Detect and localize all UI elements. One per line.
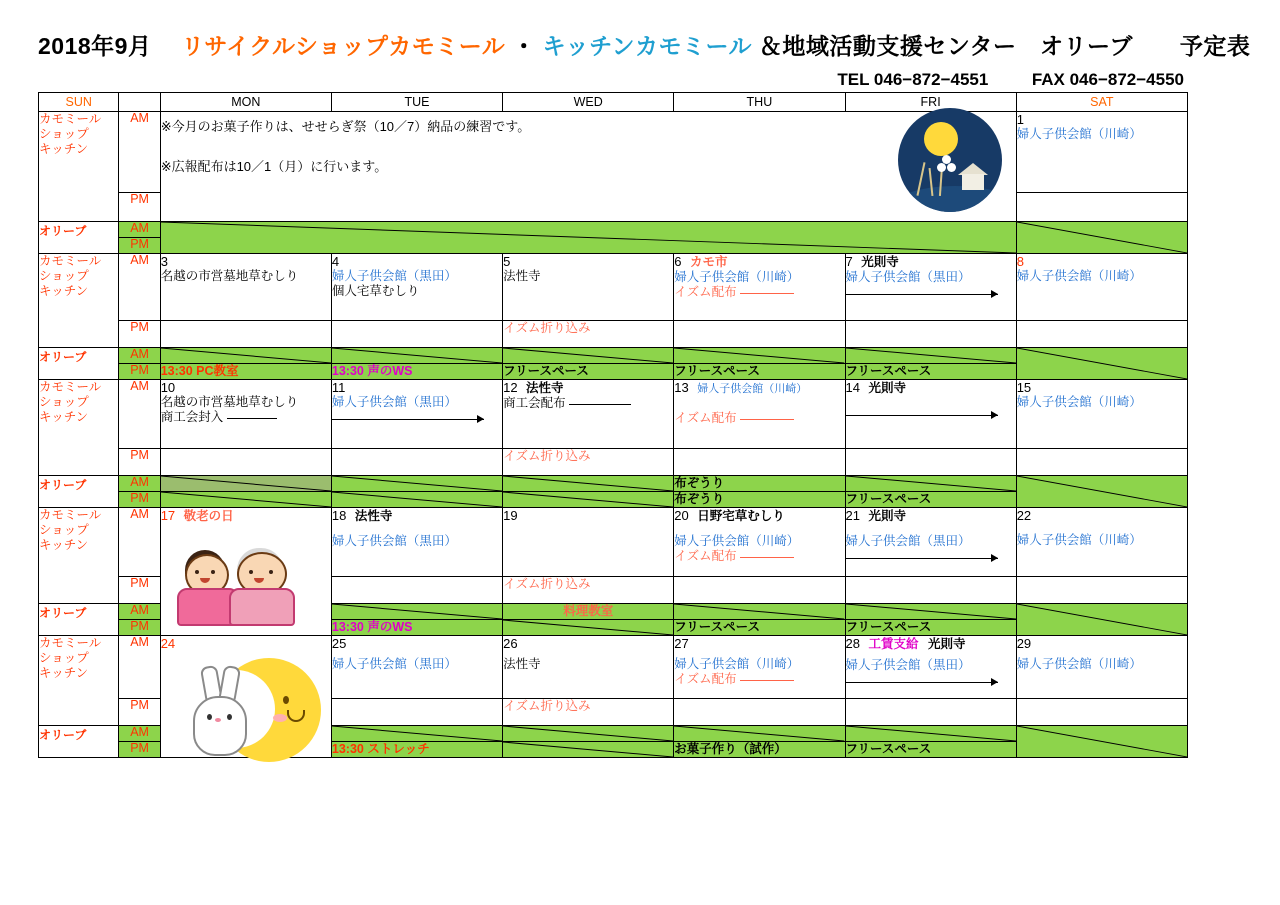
week1-olive-sat: [1016, 222, 1187, 254]
day-cell-7-pm: [845, 321, 1016, 348]
diagonal-slash-icon: [503, 620, 673, 635]
column-header-sat: SAT: [1016, 93, 1187, 112]
label-line-2: ショップ: [39, 395, 89, 409]
event-27-izumu: [674, 672, 844, 687]
diagonal-slash-icon: [846, 604, 1016, 619]
ampm-am: AM: [119, 254, 160, 321]
olive-event-zouri: 布ぞうり: [674, 476, 725, 490]
olive-event-free-space: フリースペース: [674, 364, 761, 378]
event-17-head: 敬老の日: [183, 509, 234, 523]
olive-event-pc-class: 13:30 PC教室: [160, 364, 239, 378]
event-10-am-1: 名越の市営墓地草むしり: [160, 395, 299, 409]
column-header-wed: WED: [503, 93, 674, 112]
olive-w4-wed-pm: [503, 620, 674, 636]
day-cell-6: [674, 254, 845, 321]
diagonal-slash-icon: [332, 492, 502, 507]
event-26-pm: イズム折り込み: [503, 699, 591, 713]
week3-kamomile-pm-row: [39, 449, 1188, 476]
olive-w3-tue-am: [331, 476, 502, 492]
day-cell-6-pm: [674, 321, 845, 348]
olive-w2-fri-pm: [845, 364, 1016, 380]
title-shop-recycle: リサイクルショップカモミール: [181, 33, 506, 59]
event-18-head: 法性寺: [354, 509, 393, 523]
contact-info: [837, 70, 1184, 90]
day-cell-12: [503, 380, 674, 449]
diagonal-slash-icon: [1017, 726, 1187, 757]
day-cell-27-pm: [674, 699, 845, 726]
ampm-pm: PM: [119, 577, 160, 604]
olive-w5-fri-pm: [845, 742, 1016, 758]
event-5-am: 法性寺: [503, 269, 541, 283]
day-cell-4: [331, 254, 502, 321]
column-header-blank: [119, 93, 160, 112]
row-label-kamomile: [39, 112, 119, 222]
ampm-am: AM: [119, 222, 160, 238]
ampm-pm: PM: [119, 742, 160, 758]
day-number-5: 5: [503, 254, 511, 269]
event-27-izumu-label: イズム配布: [674, 672, 737, 686]
day-cell-25: [331, 636, 502, 699]
schedule-table: [38, 92, 1188, 758]
olive-event-free-space: フリースペース: [503, 364, 589, 378]
event-15-am: 婦人子供会館（川崎）: [1016, 395, 1142, 409]
day-cell-21-pm: [845, 577, 1016, 604]
label-line-1: カモミール: [39, 380, 102, 394]
event-20-head: 日野宅草むしり: [697, 509, 785, 523]
day-cell-26-pm: [503, 699, 674, 726]
event-13-izumu: [674, 411, 844, 426]
event-25-am: 婦人子供会館（黒田）: [331, 657, 457, 671]
arrow-line-icon: [740, 414, 794, 424]
event-6-izumu-label: イズム配布: [674, 285, 737, 299]
event-6-head: カモ市: [690, 255, 728, 269]
title-dot: ・: [512, 33, 536, 59]
olive-event-free-space: フリースペース: [845, 364, 932, 378]
day-cell-8-pm: [1016, 321, 1187, 348]
olive-w3-wed-pm: [503, 492, 674, 508]
day-number-4: 4: [331, 254, 340, 269]
label-line-3: キッチン: [39, 410, 89, 424]
ampm-pm: PM: [119, 492, 160, 508]
arrow-line-icon: [227, 413, 277, 423]
label-line-2: ショップ: [39, 523, 89, 537]
olive-w4-sat: [1016, 604, 1187, 636]
day-cell-11-pm: [331, 449, 502, 476]
olive-w5-wed-pm: [503, 742, 674, 758]
event-28-kochin: 工賃支給: [868, 637, 919, 651]
event-12-head: 法性寺: [526, 381, 564, 395]
week2-kamomile-pm-row: [39, 321, 1188, 348]
diagonal-slash-icon: [846, 348, 1016, 363]
day-number-26: 26: [503, 636, 518, 651]
event-4-am-2: 個人宅草むしり: [331, 284, 420, 298]
label-line-1: カモミール: [39, 636, 102, 650]
row-label-kamomile: [39, 508, 119, 604]
event-1-am: 婦人子供会館（川崎）: [1016, 127, 1142, 141]
title-rest: ＆地域活動支援センター オリーブ 予定表: [758, 33, 1251, 59]
event-6-am: 婦人子供会館（川崎）: [674, 270, 800, 284]
olive-event-zouri: 布ぞうり: [674, 492, 725, 506]
arrow-line-icon: [569, 399, 631, 409]
event-22-am: 婦人子供会館（川崎）: [1016, 533, 1142, 547]
day-cell-24: [160, 636, 331, 758]
week2-kamomile-am-row: [39, 254, 1188, 321]
diagonal-slash-icon: [332, 726, 502, 741]
day-number-6: 6: [674, 254, 682, 269]
note-sweets: ※今月のお菓子作りは、せせらぎ祭（10／7）納品の練習です。: [160, 119, 531, 134]
day-number-15: 15: [1016, 380, 1032, 395]
column-header-fri: FRI: [845, 93, 1016, 112]
diagonal-slash-icon: [1017, 348, 1187, 379]
day-cell-3: [160, 254, 331, 321]
olive-w2-thu-am: [674, 348, 845, 364]
day-number-24: 24: [160, 636, 176, 651]
olive-w2-fri-am: [845, 348, 1016, 364]
row-label-olive: オリーブ: [39, 726, 119, 758]
ampm-pm: PM: [119, 193, 160, 222]
arrow-line-icon: [332, 414, 484, 424]
week4-kamomile-am-row: [39, 508, 1188, 577]
day-cell-27: [674, 636, 845, 699]
event-6-izumu: [674, 285, 844, 300]
olive-w2-wed-am: [503, 348, 674, 364]
day-cell-22: [1016, 508, 1187, 577]
row-label-kamomile: [39, 380, 119, 476]
row-label-olive: オリーブ: [39, 222, 119, 254]
day-number-8: 8: [1016, 254, 1024, 269]
olive-w3-thu-pm: [674, 492, 845, 508]
arrow-line-icon: [740, 552, 794, 562]
event-10-am-2: [161, 410, 331, 425]
event-26-am: 法性寺: [503, 657, 541, 671]
olive-w4-thu-pm: [674, 620, 845, 636]
diagonal-slash-icon: [503, 726, 673, 741]
olive-w5-thu-am: [674, 726, 845, 742]
week3-olive-pm-row: [39, 492, 1188, 508]
page-title: [38, 28, 1250, 61]
event-20-am: 婦人子供会館（川崎）: [674, 534, 800, 548]
day-cell-28-pm: [845, 699, 1016, 726]
day-cell-7: [845, 254, 1016, 321]
week1-kamomile-am-row: [39, 112, 1188, 193]
ampm-am: AM: [119, 380, 160, 449]
event-27-am: 婦人子供会館（川崎）: [674, 657, 800, 671]
olive-w3-thu-am: [674, 476, 845, 492]
olive-w2-mon-pm: [160, 364, 331, 380]
week2-olive-pm-row: [39, 364, 1188, 380]
event-20-izumu-label: イズム配布: [674, 549, 737, 563]
day-cell-4-pm: [331, 321, 502, 348]
day-number-14: 14: [845, 380, 860, 395]
day-cell-3-pm: [160, 321, 331, 348]
day-cell-18-pm: [331, 577, 502, 604]
day-number-10: 10: [160, 380, 176, 395]
week3-olive-am-row: [39, 476, 1188, 492]
row-label-olive: オリーブ: [39, 476, 119, 508]
column-header-sun: SUN: [39, 93, 119, 112]
week3-kamomile-am-row: [39, 380, 1188, 449]
day-number-29: 29: [1016, 636, 1032, 651]
olive-w2-tue-pm: [331, 364, 502, 380]
event-11-am: 婦人子供会館（黒田）: [331, 395, 457, 409]
day-cell-5: [503, 254, 674, 321]
day-cell-19-pm: [503, 577, 674, 604]
olive-event-sweets-making: お菓子作り（試作）: [674, 742, 787, 756]
olive-event-cooking-class: 料理教室: [563, 604, 614, 618]
olive-w3-tue-pm: [331, 492, 502, 508]
day-number-18: 18: [331, 508, 347, 523]
event-13-izumu-label: イズム配布: [674, 411, 737, 425]
week2-olive-am-row: [39, 348, 1188, 364]
day-cell-25-pm: [331, 699, 502, 726]
day-cell-13-pm: [674, 449, 845, 476]
day-cell-13: [674, 380, 845, 449]
olive-w3-wed-am: [503, 476, 674, 492]
event-7-am: 婦人子供会館（黒田）: [845, 270, 971, 284]
day-number-22: 22: [1016, 508, 1032, 523]
event-8-am: 婦人子供会館（川崎）: [1016, 269, 1142, 283]
olive-w5-thu-pm: [674, 742, 845, 758]
day-cell-1-pm: [1016, 193, 1187, 222]
respect-for-aged-illustration-icon: [167, 548, 317, 620]
title-kitchen: キッチンカモミール: [542, 33, 753, 59]
event-18-am: 婦人子供会館（黒田）: [331, 534, 457, 548]
day-cell-19: [503, 508, 674, 577]
arrow-line-icon: [846, 410, 998, 420]
olive-event-stretch: 13:30 ストレッチ: [331, 742, 430, 756]
label-line-1: カモミール: [39, 508, 102, 522]
row-label-olive: オリーブ: [39, 348, 119, 380]
day-cell-29-pm: [1016, 699, 1187, 726]
olive-w3-sat: [1016, 476, 1187, 508]
label-line-3: キッチン: [39, 538, 89, 552]
day-number-1: 1: [1016, 112, 1024, 127]
ampm-pm: PM: [119, 449, 160, 476]
event-14-head: 光則寺: [868, 381, 906, 395]
week5-kamomile-am-row: [39, 636, 1188, 699]
event-28-am: 婦人子供会館（黒田）: [845, 658, 971, 672]
event-28-head: 光則寺: [927, 637, 966, 651]
label-line-2: ショップ: [39, 651, 89, 665]
day-cell-22-pm: [1016, 577, 1187, 604]
label-line-2: ショップ: [39, 269, 89, 283]
day-cell-12-pm: [503, 449, 674, 476]
arrow-line-icon: [846, 553, 998, 563]
title-month: 2018年9月: [38, 33, 152, 59]
ampm-am: AM: [119, 508, 160, 577]
week1-olive-am-row: [39, 222, 1188, 238]
day-cell-14: [845, 380, 1016, 449]
event-4-am-1: 婦人子供会館（黒田）: [331, 269, 457, 283]
rabbit-moon-illustration-icon: [163, 652, 323, 770]
olive-w5-sat: [1016, 726, 1187, 758]
ampm-pm: PM: [119, 699, 160, 726]
day-number-11: 11: [331, 380, 346, 395]
label-line-3: キッチン: [39, 284, 89, 298]
diagonal-slash-icon: [674, 604, 844, 619]
arrow-line-icon: [740, 288, 794, 298]
olive-event-free-space: フリースペース: [845, 742, 932, 756]
event-12-am-label: 商工会配布: [503, 396, 566, 410]
day-number-7: 7: [845, 254, 853, 269]
note-koho: ※広報配布は10／1（月）に行います。: [160, 159, 388, 174]
day-number-12: 12: [503, 380, 518, 395]
diagonal-slash-icon: [161, 222, 1016, 253]
label-line-1: カモミール: [39, 112, 102, 126]
olive-event-voice-ws: 13:30 声のWS: [331, 364, 413, 378]
diagonal-slash-icon: [332, 476, 502, 491]
olive-w5-tue-am: [331, 726, 502, 742]
ampm-am: AM: [119, 112, 160, 193]
telephone-number: TEL 046−872−4551: [837, 70, 989, 89]
event-7-head: 光則寺: [861, 255, 899, 269]
day-number-27: 27: [674, 636, 689, 651]
column-header-mon: MON: [160, 93, 331, 112]
diagonal-slash-icon: [846, 476, 1016, 491]
olive-w5-wed-am: [503, 726, 674, 742]
event-13-am: 婦人子供会館（川崎）: [697, 383, 808, 395]
ampm-am: AM: [119, 726, 160, 742]
row-label-olive: オリーブ: [39, 604, 119, 636]
label-line-2: ショップ: [39, 127, 89, 141]
olive-w3-fri-pm: [845, 492, 1016, 508]
ampm-pm: PM: [119, 620, 160, 636]
event-12-pm: イズム折り込み: [503, 449, 591, 463]
day-cell-28: [845, 636, 1016, 699]
ampm-am: AM: [119, 604, 160, 620]
ampm-pm: PM: [119, 364, 160, 380]
olive-w4-tue-pm: [331, 620, 502, 636]
row-label-kamomile: [39, 254, 119, 348]
olive-w4-thu-am: [674, 604, 845, 620]
olive-w4-fri-am: [845, 604, 1016, 620]
olive-w3-mon-am: [160, 476, 331, 492]
day-number-28: 28: [845, 636, 860, 651]
olive-w2-sat: [1016, 348, 1187, 380]
week1-notes-cell: [160, 112, 1016, 222]
olive-w4-tue-am: [331, 604, 502, 620]
event-3-am: 名越の市営墓地草むしり: [160, 269, 299, 283]
olive-w3-mon-pm: [160, 492, 331, 508]
olive-event-free-space: フリースペース: [674, 620, 761, 634]
fax-number: FAX 046−872−4550: [1031, 70, 1184, 89]
diagonal-slash-icon: [674, 726, 844, 741]
tsukimi-illustration-icon: [898, 108, 1002, 212]
day-cell-8: [1016, 254, 1187, 321]
olive-w4-fri-pm: [845, 620, 1016, 636]
olive-w5-fri-am: [845, 726, 1016, 742]
day-cell-17: [160, 508, 331, 636]
label-line-1: カモミール: [39, 254, 102, 268]
day-cell-21: [845, 508, 1016, 577]
ampm-am: AM: [119, 476, 160, 492]
ampm-pm: PM: [119, 321, 160, 348]
day-cell-10-pm: [160, 449, 331, 476]
event-12-am: [503, 396, 673, 411]
day-cell-26: [503, 636, 674, 699]
olive-w4-wed-am: [503, 604, 674, 620]
day-cell-20-pm: [674, 577, 845, 604]
row-label-kamomile: [39, 636, 119, 726]
event-20-izumu: [674, 549, 844, 564]
day-cell-15-pm: [1016, 449, 1187, 476]
event-10-am-2-label: 商工会封入: [160, 410, 224, 424]
olive-w3-fri-am: [845, 476, 1016, 492]
diagonal-slash-icon: [332, 348, 502, 363]
olive-w2-tue-am: [331, 348, 502, 364]
diagonal-slash-icon: [503, 492, 673, 507]
day-number-19: 19: [503, 508, 518, 523]
diagonal-slash-icon: [1017, 476, 1187, 507]
diagonal-slash-icon: [1017, 604, 1187, 635]
diagonal-slash-icon: [161, 492, 331, 507]
event-19-pm: イズム折り込み: [503, 577, 591, 591]
diagonal-slash-icon: [846, 726, 1016, 741]
day-cell-29: [1016, 636, 1187, 699]
diagonal-slash-icon: [503, 348, 673, 363]
day-cell-11: [331, 380, 502, 449]
event-21-am: 婦人子供会館（黒田）: [845, 534, 971, 548]
day-cell-14-pm: [845, 449, 1016, 476]
day-cell-5-pm: [503, 321, 674, 348]
olive-event-free-space: フリースペース: [845, 620, 932, 634]
olive-w2-thu-pm: [674, 364, 845, 380]
day-number-21: 21: [845, 508, 860, 523]
ampm-am: AM: [119, 348, 160, 364]
column-header-thu: THU: [674, 93, 845, 112]
day-cell-15: [1016, 380, 1187, 449]
olive-w5-tue-pm: [331, 742, 502, 758]
olive-event-free-space: フリースペース: [845, 492, 932, 506]
label-line-3: キッチン: [39, 142, 89, 156]
ampm-am: AM: [119, 636, 160, 699]
day-number-17: 17: [160, 508, 176, 523]
diagonal-slash-icon: [161, 348, 331, 363]
arrow-line-icon: [740, 675, 794, 685]
day-cell-20: [674, 508, 845, 577]
day-cell-10: [160, 380, 331, 449]
diagonal-slash-icon: [161, 476, 331, 491]
event-21-head: 光則寺: [868, 509, 906, 523]
column-header-tue: TUE: [331, 93, 502, 112]
day-number-25: 25: [331, 636, 347, 651]
ampm-pm: PM: [119, 238, 160, 254]
day-number-3: 3: [160, 254, 168, 269]
table-header-row: [39, 93, 1188, 112]
day-number-20: 20: [674, 508, 689, 523]
diagonal-slash-icon: [674, 348, 844, 363]
olive-w2-mon-am: [160, 348, 331, 364]
event-29-am: 婦人子供会館（川崎）: [1016, 657, 1142, 671]
label-line-3: キッチン: [39, 666, 89, 680]
arrow-line-icon: [846, 677, 998, 687]
event-5-pm: イズム折り込み: [503, 321, 591, 335]
diagonal-slash-icon: [332, 604, 502, 619]
arrow-line-icon: [846, 289, 998, 299]
diagonal-slash-icon: [503, 476, 673, 491]
diagonal-slash-icon: [503, 742, 673, 757]
diagonal-slash-icon: [1017, 222, 1187, 253]
week1-olive-empty: [160, 222, 1016, 254]
olive-event-voice-ws: 13:30 声のWS: [331, 620, 413, 634]
olive-w2-wed-pm: [503, 364, 674, 380]
day-cell-18: [331, 508, 502, 577]
day-number-13: 13: [674, 380, 689, 395]
day-cell-1: [1016, 112, 1187, 193]
